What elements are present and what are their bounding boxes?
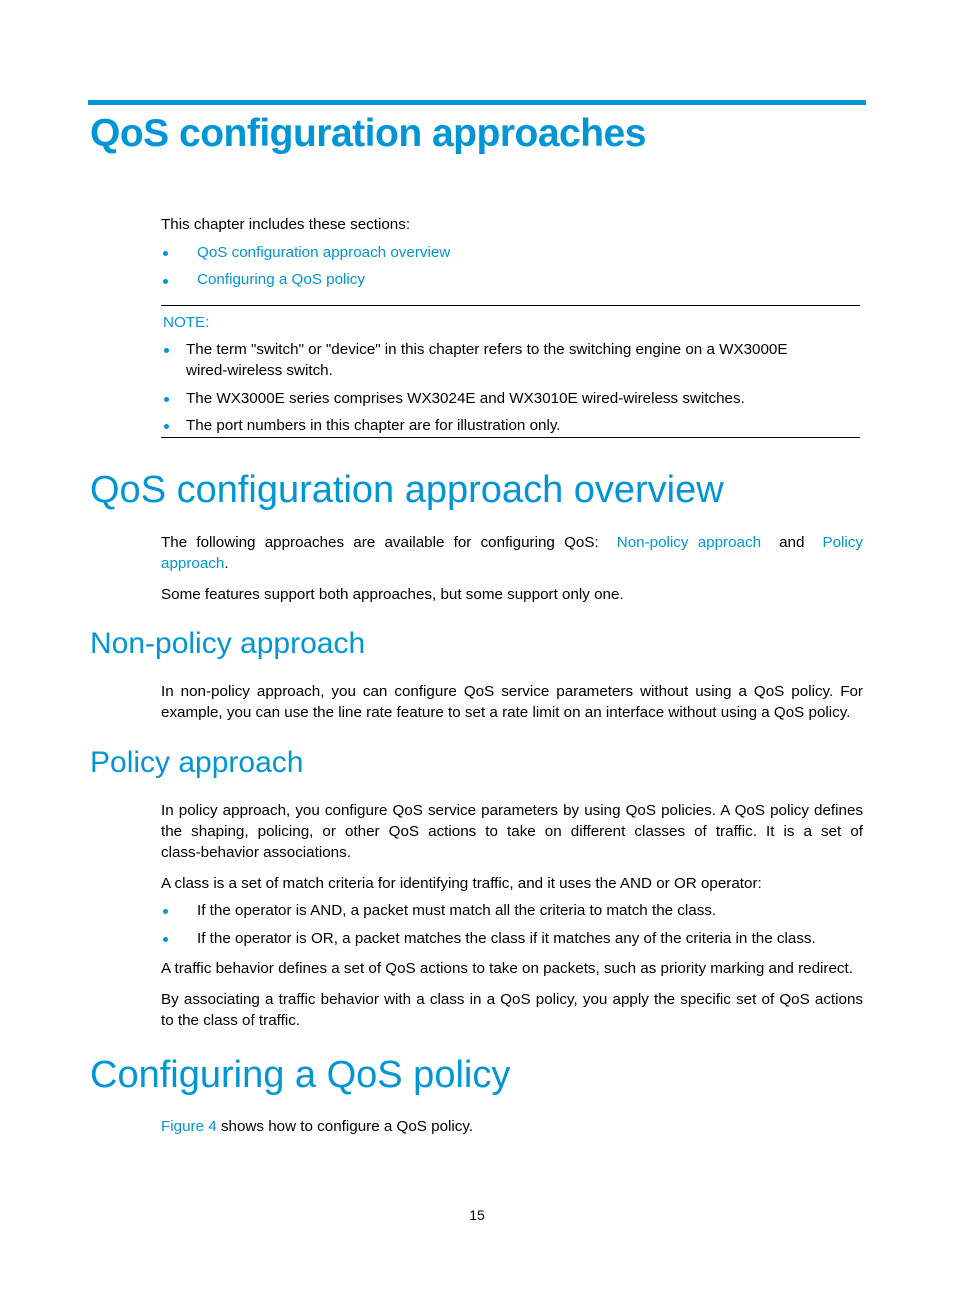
overview-paragraph-1-line2 [161, 553, 229, 574]
link-figure-4[interactable]: Figure 4 [161, 1118, 217, 1135]
policy-paragraph-1-line2: the shaping, policing, or other QoS actions to take on different classes of traffic. It is a set of [161, 823, 863, 840]
note-bottom-rule [161, 437, 860, 438]
toc-link-configuring[interactable]: Configuring a QoS policy [197, 271, 365, 288]
toc-link-overview[interactable]: QoS configuration approach overview [197, 244, 451, 261]
overview-paragraph-1-line1 [161, 532, 863, 553]
bullet-icon [164, 424, 169, 429]
bullet-icon [164, 397, 169, 402]
non-policy-paragraph-line2: example, you can use the line rate feature to set a rate limit on an interface without using a QoS policy. [161, 704, 851, 721]
note-item-2: The WX3000E series comprises WX3024E and WX3010E wired-wireless switches. [186, 390, 745, 407]
bullet-icon [163, 937, 168, 942]
policy-bullet-or: If the operator is OR, a packet matches the class if it matches any of the criteria in the class. [197, 930, 816, 947]
section-title-policy: Policy approach [90, 746, 304, 779]
chapter-rule [88, 100, 866, 105]
overview-text-end: . [224, 555, 229, 572]
policy-paragraph-4-line2: to the class of traffic. [161, 1012, 301, 1029]
note-item-1-line1: The term "switch" or "device" in this chapter refers to the switching engine on a WX3000E [186, 341, 788, 358]
policy-paragraph-4-line1: By associating a traffic behavior with a class in a QoS policy, you apply the specific set of QoS actions [161, 991, 863, 1008]
section-title-non-policy: Non-policy approach [90, 627, 366, 660]
policy-paragraph-1-line1: In policy approach, you configure QoS service parameters by using QoS policies. A QoS policy defines [161, 802, 863, 819]
policy-paragraph-3: A traffic behavior defines a set of QoS actions to take on packets, such as priority marking and redirect. [161, 960, 853, 977]
bullet-icon [163, 251, 168, 256]
overview-text-and: and [779, 534, 805, 551]
note-label: NOTE: [163, 314, 210, 331]
policy-paragraph-1-line3: class-behavior associations. [161, 844, 351, 861]
note-item-1-line2: wired-wireless switch. [186, 362, 333, 379]
policy-bullet-and: If the operator is AND, a packet must match all the criteria to match the class. [197, 902, 717, 919]
overview-paragraph-2: Some features support both approaches, but some support only one. [161, 586, 624, 603]
note-top-rule [161, 305, 860, 306]
link-policy-approach-cont[interactable]: approach [161, 555, 225, 572]
non-policy-paragraph-line1: In non-policy approach, you can configure QoS service parameters without using a QoS policy. For [161, 683, 863, 700]
section-title-overview: QoS configuration approach overview [90, 469, 724, 511]
note-item-3: The port numbers in this chapter are for illustration only. [186, 417, 561, 434]
configuring-paragraph [161, 1116, 473, 1137]
configuring-text: shows how to configure a QoS policy. [216, 1118, 474, 1135]
link-policy-approach[interactable]: Policy [822, 534, 863, 551]
page-number: 15 [469, 1207, 485, 1223]
bullet-icon [163, 279, 168, 284]
overview-text-start: The following approaches are available for configuring QoS: [161, 534, 599, 551]
section-title-configuring: Configuring a QoS policy [90, 1054, 511, 1096]
policy-paragraph-2: A class is a set of match criteria for identifying traffic, and it uses the AND or OR operator: [161, 875, 762, 892]
bullet-icon [164, 348, 169, 353]
intro-text: This chapter includes these sections: [161, 216, 411, 233]
link-non-policy-approach[interactable]: Non-policy approach [616, 534, 762, 551]
chapter-title: QoS configuration approaches [90, 112, 646, 155]
bullet-icon [163, 909, 168, 914]
